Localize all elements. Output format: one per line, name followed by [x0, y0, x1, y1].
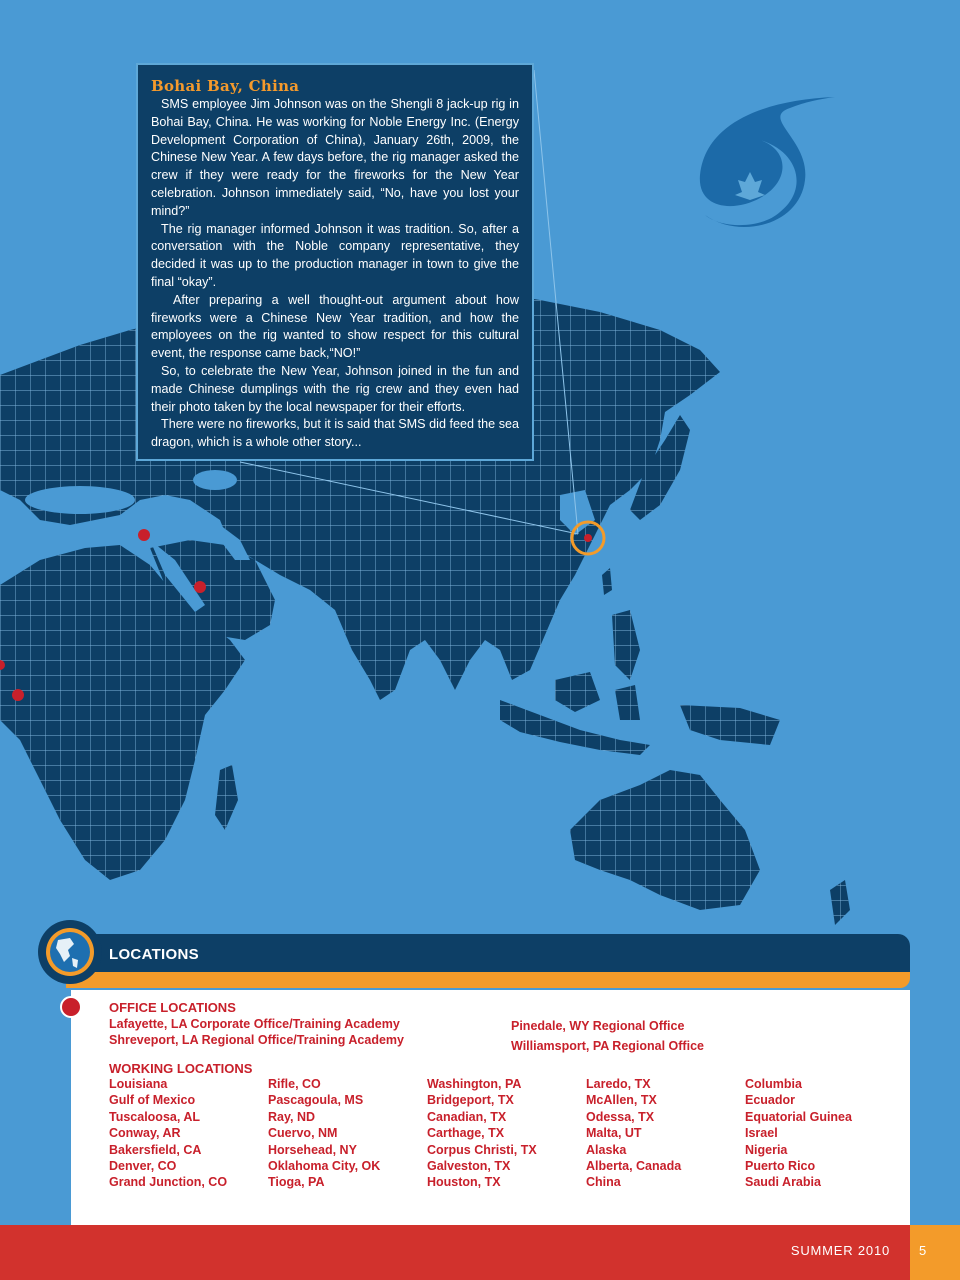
story-paragraph: There were no fireworks, but it is said that SMS did feed the sea dragon, which is a whole other story...: [151, 417, 519, 450]
working-location: Tioga, PA: [268, 1175, 325, 1190]
working-location: Alaska: [586, 1142, 627, 1157]
locations-title: LOCATIONS: [109, 946, 199, 963]
working-location: Denver, CO: [109, 1158, 177, 1173]
story-paragraph: SMS employee Jim Johnson was on the Shengli 8 jack-up rig in Bohai Bay, China. He was working for Noble Energy Inc. (Energy Development Corporation of China), January 26th, 2009, the Chinese New Year. A few days before, the rig manager asked the crew if they were ready for the fireworks for the New Year celebration. Johnson immediately said, “No, have you lost your mind?”: [151, 97, 519, 218]
story-paragraph: After preparing a well thought-out argument about how fireworks were a Chinese New Year tradition, and how the employees on the rig wanted to show respect for this cultural event, the response came back,“NO!”: [151, 292, 519, 361]
working-location: Washington, PA: [427, 1077, 522, 1091]
working-location: Pascagoula, MS: [268, 1093, 364, 1108]
story-title: Bohai Bay, China: [151, 77, 300, 95]
working-location: Columbia: [745, 1077, 802, 1091]
working-location: Equatorial Guinea: [745, 1109, 852, 1124]
location-marker-israel: [138, 529, 150, 541]
working-locations-column: [268, 1076, 380, 1191]
working-location: Cuervo, NM: [268, 1126, 338, 1141]
working-location: Horsehead, NY: [268, 1142, 357, 1157]
working-location: Bakersfield, CA: [109, 1142, 202, 1157]
working-locations-column: [586, 1076, 681, 1191]
footer-bar: [0, 1225, 910, 1280]
issue-label: SUMMER 2010: [790, 1243, 890, 1258]
working-location: Puerto Rico: [745, 1158, 816, 1173]
working-locations-column: [427, 1076, 537, 1191]
working-location: Galveston, TX: [427, 1158, 511, 1173]
working-location: Carthage, TX: [427, 1126, 505, 1141]
office-location: Shreveport, LA Regional Office/Training Academy: [109, 1033, 404, 1048]
working-location: Canadian, TX: [427, 1109, 507, 1124]
location-marker-nigeria: [12, 689, 24, 701]
working-location: Rifle, CO: [268, 1077, 321, 1091]
working-location: Laredo, TX: [586, 1077, 651, 1091]
office-location: Lafayette, LA Corporate Office/Training Academy: [109, 1017, 400, 1031]
working-location: Saudi Arabia: [745, 1175, 821, 1190]
working-locations-column: [109, 1076, 227, 1191]
bullet-icon: [60, 996, 82, 1018]
working-location: Israel: [745, 1126, 778, 1141]
working-location: Alberta, Canada: [586, 1158, 682, 1173]
working-location: Gulf of Mexico: [109, 1093, 196, 1108]
location-marker-saudi-arabia: [194, 581, 206, 593]
working-location: Odessa, TX: [586, 1109, 655, 1124]
working-location: McAllen, TX: [586, 1093, 657, 1108]
locations-header-accent: [66, 972, 910, 988]
office-locations-left: [109, 1016, 404, 1049]
working-location: Malta, UT: [586, 1126, 642, 1141]
working-location: Nigeria: [745, 1142, 788, 1157]
working-location: Ecuador: [745, 1093, 796, 1108]
page-number: 5: [919, 1243, 927, 1258]
story-paragraph: The rig manager informed Johnson it was tradition. So, after a conversation with the Noble company representative, they decided it was up to the production manager in town to give the final “okay”.: [151, 221, 519, 289]
working-locations-column: [745, 1076, 852, 1191]
office-location: Williamsport, PA Regional Office: [511, 1039, 704, 1053]
office-locations-header: OFFICE LOCATIONS: [109, 1000, 236, 1015]
working-locations-header: WORKING LOCATIONS: [109, 1061, 253, 1076]
working-location: Tuscaloosa, AL: [109, 1109, 200, 1124]
working-location: China: [586, 1175, 621, 1190]
office-location: Pinedale, WY Regional Office: [511, 1019, 685, 1033]
globe-icon: [38, 920, 102, 984]
working-location: Corpus Christi, TX: [427, 1142, 537, 1157]
working-location: Conway, AR: [109, 1126, 181, 1141]
office-locations-right: [511, 1016, 704, 1056]
working-location: Louisiana: [109, 1077, 168, 1091]
story-paragraph: So, to celebrate the New Year, Johnson joined in the fun and made Chinese dumplings with the rig crew and they even had their photo taken by the local newspaper for their efforts.: [151, 363, 519, 414]
working-location: Grand Junction, CO: [109, 1175, 228, 1190]
story-callout: [136, 63, 534, 461]
working-location: Houston, TX: [427, 1175, 501, 1190]
working-location: Ray, ND: [268, 1109, 316, 1124]
working-location: Oklahoma City, OK: [268, 1158, 381, 1173]
page-number-box: [910, 1225, 960, 1280]
working-location: Bridgeport, TX: [427, 1093, 514, 1108]
